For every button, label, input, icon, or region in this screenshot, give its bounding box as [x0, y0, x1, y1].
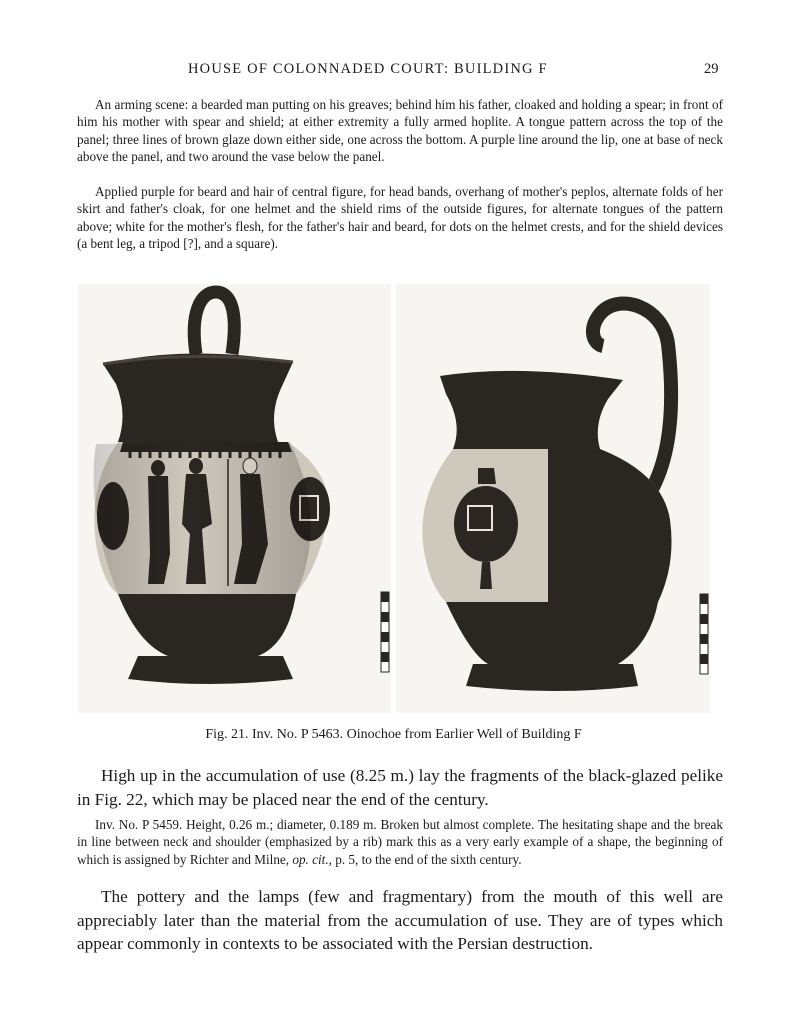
figure-caption: Fig. 21. Inv. No. P 5463. Oinochoe from Earlier Well of Building F: [205, 727, 582, 742]
inventory-paragraph: [77, 816, 723, 868]
page-header: [0, 61, 787, 81]
inventory-text-b: , p. 5, to the end of the sixth century.: [328, 851, 522, 867]
vase-front-view: [94, 292, 389, 684]
scale-bar: [381, 592, 389, 672]
inventory-citation: op. cit.: [292, 851, 329, 867]
figure-divider: [391, 284, 396, 713]
accumulation-paragraph: High up in the accumulation of use (8.25 m.) lay the fragments of the black-glazed pelike in Fig. 22, which may be placed near the end of the century.: [77, 766, 723, 809]
description-paragraph: An arming scene: a bearded man putting on his greaves; behind him his father, cloaked and holding a spear; in front of him his mother with spear and shield; at either extremity a fully armed hoplite. A tongue pattern across the top of the panel; three lines of brown glaze down either side, one across the bottom. A purple line around the lip, one at base of neck above the panel, and two around the vase below the panel.: [77, 97, 723, 164]
scale-bar-right: [700, 594, 708, 674]
pottery-paragraph: The pottery and the lamps (few and fragmentary) from the mouth of this well are appreciably later than the material from the accumulation of use. They are of types which appear commonly in contexts to be associated with the Persian destruction.: [77, 887, 723, 953]
page-number: 29: [704, 61, 719, 77]
running-title: HOUSE OF COLONNADED COURT: BUILDING F: [188, 61, 548, 77]
inventory-text-a: Inv. No. P 5459. Height, 0.26 m.; diameter, 0.189 m. Broken but almost complete. The hesitating shape and the break in line between neck and shoulder (emphasized by a rib) mark this as a very early example of a shape, the beginning of which is assigned by Richter and Milne,: [77, 817, 723, 867]
vase-side-view: [422, 304, 708, 691]
figure-21: [78, 284, 710, 713]
colors-paragraph: Applied purple for beard and hair of central figure, for head bands, overhang of mother's peplos, alternate folds of her skirt and father's cloak, for one helmet and the shield rims of the outside figures, for alternate tongues of the pattern above; white for the mother's flesh, for the father's hair and beard, for dots on the helmet crests, and for the shield devices (a bent leg, a tripod [?], and a square).: [77, 184, 723, 251]
